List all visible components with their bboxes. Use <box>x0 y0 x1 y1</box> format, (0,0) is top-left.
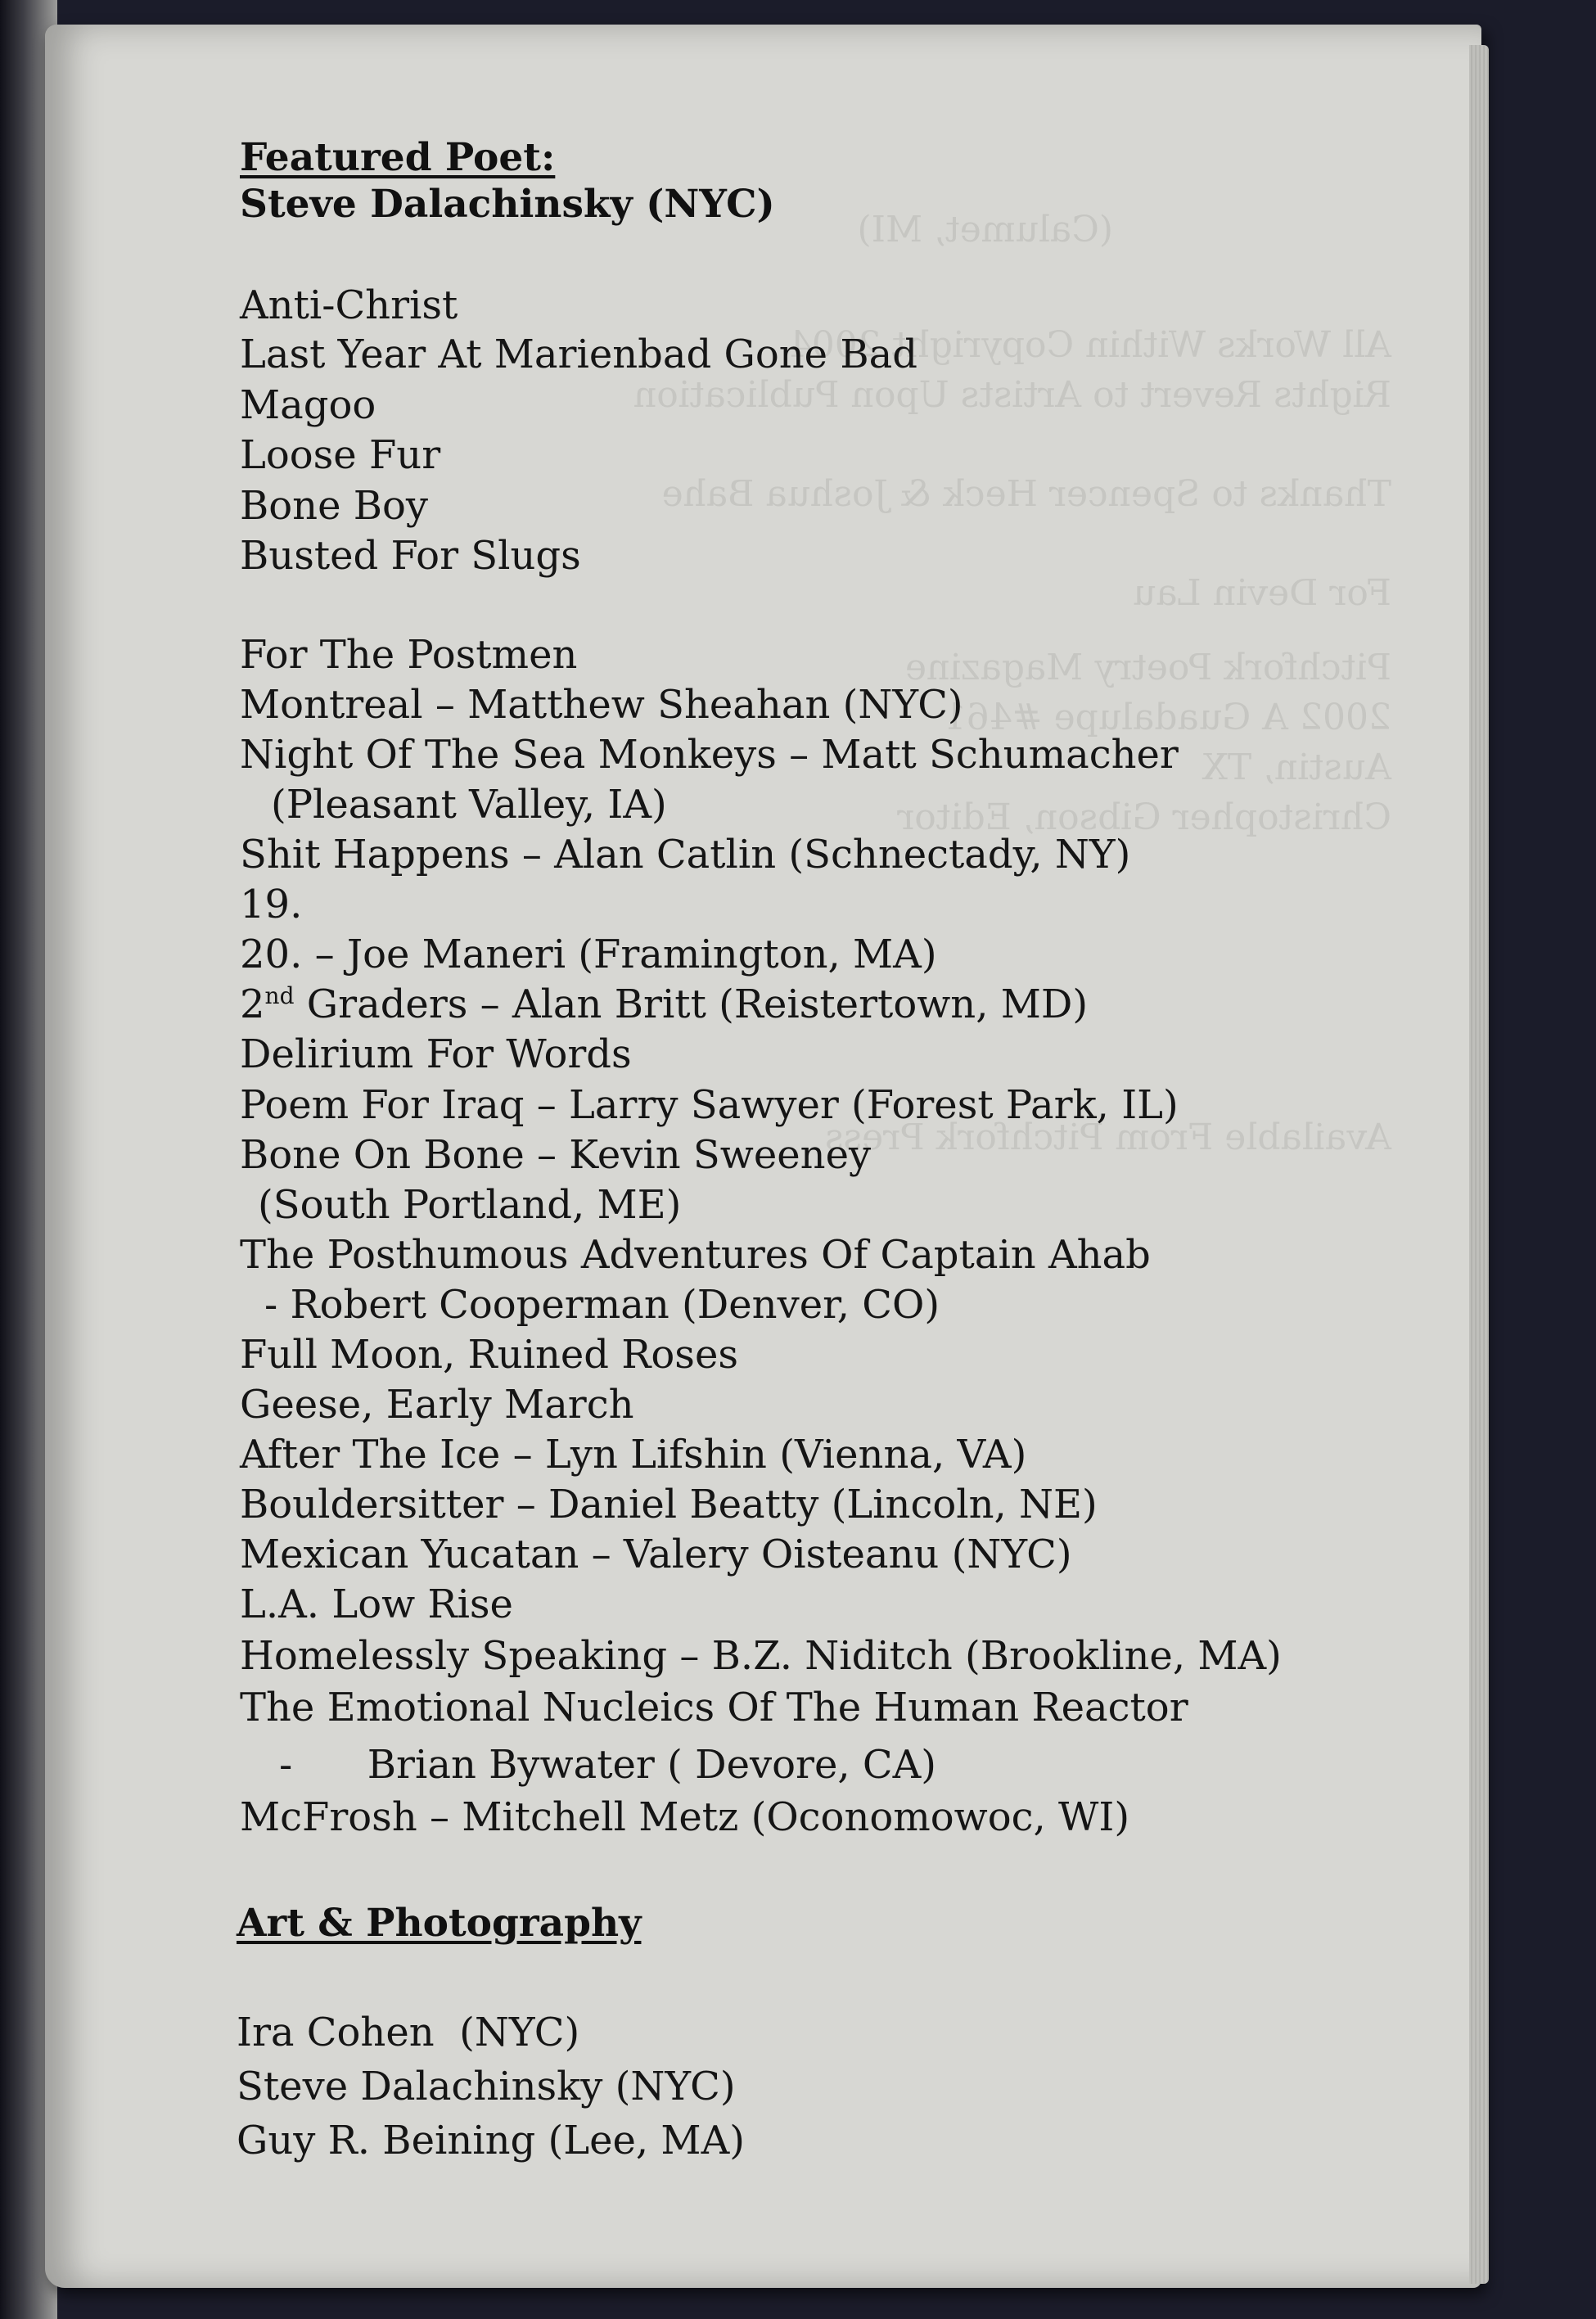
bleed-line: 2002 A Guadalupe #461 <box>943 697 1391 738</box>
artist-entry: Guy R. Beining (Lee, MA) <box>237 2118 745 2163</box>
ordinal-suffix: nd <box>264 982 295 1009</box>
contents-entry: Homelessly Speaking – B.Z. Niditch (Brookline, MA) <box>240 1633 1282 1679</box>
art-photography-heading: Art & Photography <box>237 1901 642 1946</box>
contents-entry: Mexican Yucatan – Valery Oisteanu (NYC) <box>240 1532 1072 1577</box>
contents-entry: Poem For Iraq – Larry Sawyer (Forest Park, IL) <box>240 1082 1179 1128</box>
contents-entry: Delirium For Words <box>240 1031 632 1077</box>
ordinal-entry-text: Graders – Alan Britt (Reistertown, MD) <box>306 981 1089 1027</box>
contents-entry: After The Ice – Lyn Lifshin (Vienna, VA) <box>240 1432 1027 1478</box>
contents-entry: McFrosh – Mitchell Metz (Oconomowoc, WI) <box>240 1794 1130 1840</box>
contents-entry: For The Postmen <box>240 632 578 678</box>
contents-entry: (Pleasant Valley, IA) <box>271 782 667 828</box>
contents-entry: (South Portland, ME) <box>258 1182 682 1228</box>
featured-poet-heading: Featured Poet: <box>240 135 556 180</box>
bleed-line: Thanks to Spencer Heck & Joshua Bahe <box>661 473 1391 515</box>
contents-entry: 19. <box>240 882 303 927</box>
contents-entry: - Brian Bywater ( Devore, CA) <box>279 1742 936 1788</box>
bleed-line: All Works Within Copyright 2004 <box>788 324 1391 366</box>
bleed-line: Available From Pitchfork Press <box>824 1117 1391 1158</box>
contents-entry: Full Moon, Ruined Roses <box>240 1332 738 1378</box>
bleed-line: Christopher Gibson, Editor <box>897 796 1391 838</box>
contents-entry: Geese, Early March <box>240 1382 634 1428</box>
poem-title: Bone Boy <box>240 483 429 529</box>
artist-entry: Ira Cohen (NYC) <box>237 2010 580 2055</box>
contents-entry: Night Of The Sea Monkeys – Matt Schumacher <box>240 732 1179 778</box>
poem-title: Busted For Slugs <box>240 533 581 579</box>
page-stack-edge <box>1469 45 1489 2284</box>
bleed-line: For Devin Lau <box>1133 572 1391 614</box>
contents-entry: L.A. Low Rise <box>240 1581 513 1627</box>
poem-title: Magoo <box>240 382 376 428</box>
contents-entry: Montreal – Matthew Sheahan (NYC) <box>240 682 963 728</box>
contents-entry: Bouldersitter – Daniel Beatty (Lincoln, NE) <box>240 1482 1098 1527</box>
poem-title: Last Year At Marienbad Gone Bad <box>240 332 917 377</box>
bleed-line: (Calumet, MI) <box>857 209 1113 250</box>
ordinal-number: 2 <box>240 981 265 1027</box>
poem-title: Anti-Christ <box>240 282 458 328</box>
contents-entry: - Robert Cooperman (Denver, CO) <box>264 1282 940 1328</box>
featured-poet-name: Steve Dalachinsky (NYC) <box>240 182 775 227</box>
contents-entry: 20. – Joe Maneri (Framington, MA) <box>240 932 937 977</box>
bleed-line: Rights Revert to Artists Upon Publication <box>633 374 1391 416</box>
bleed-line: Pitchfork Poetry Magazine <box>904 647 1391 688</box>
poem-title: Loose Fur <box>240 432 441 478</box>
contents-entry <box>240 981 1088 1027</box>
bleed-line: Austin, TX <box>1202 747 1391 788</box>
contents-entry: Shit Happens – Alan Catlin (Schnectady, NY) <box>240 832 1131 878</box>
artist-entry: Steve Dalachinsky (NYC) <box>237 2064 736 2109</box>
contents-entry: The Emotional Nucleics Of The Human Reactor <box>240 1685 1188 1730</box>
contents-entry: Bone On Bone – Kevin Sweeney <box>240 1132 872 1178</box>
contents-entry: The Posthumous Adventures Of Captain Ahab <box>240 1232 1151 1278</box>
